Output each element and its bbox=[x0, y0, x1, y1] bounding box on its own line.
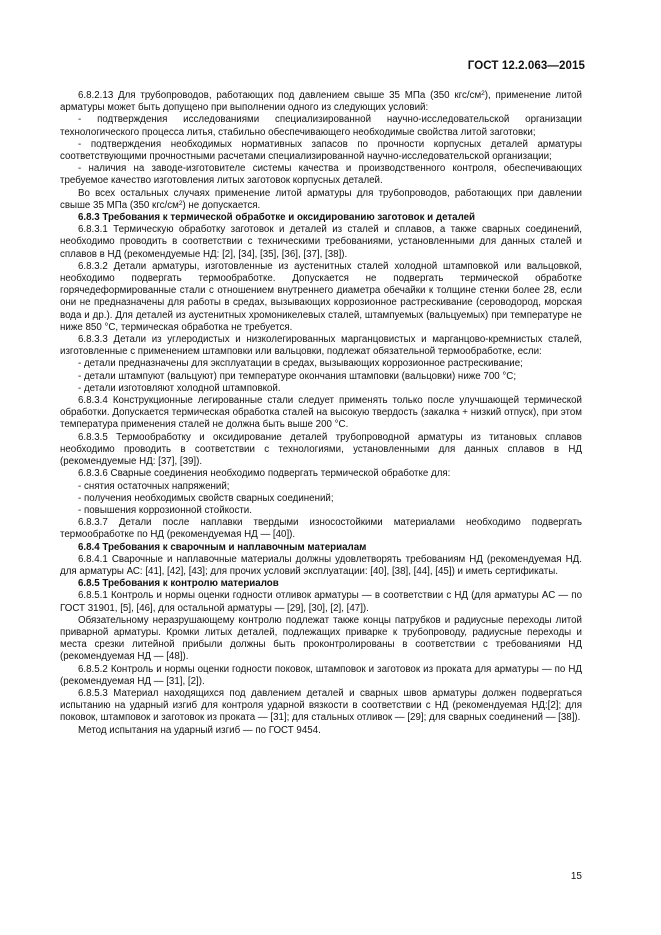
list-item: - детали предназначены для эксплуатации в средах, вызывающих коррозионное растрескивание; bbox=[78, 358, 523, 370]
list-item: - подтверждения исследованиями специализированной научно-исследовательской организации технологического процесса литья, стабильно обеспечивающего необходимые свойства литой заготовки; bbox=[60, 114, 582, 138]
paragraph-6-8-5-1: 6.8.5.1 Контроль и нормы оценки годности отливок арматуры — в соответствии с НД (для арматуры АС — по ГОСТ 31901, [5], [46], для остальной арматуры — [29], [30], [2], [47]). bbox=[60, 590, 582, 614]
paragraph-6-8-5-2: 6.8.5.2 Контроль и нормы оценки годности поковок, штамповок и заготовок из проката для арматуры — по НД (рекомендуемая НД — [31], [2]). bbox=[60, 663, 582, 687]
list-item: - снятия остаточных напряжений; bbox=[78, 480, 230, 492]
paragraph: Во всех остальных случаях применение литой арматуры для трубопроводов, работающих при давлении свыше 35 МПа (350 кгс/$см^2$) не допускается. bbox=[60, 187, 582, 211]
document-code-header: ГОСТ 12.2.063—2015 bbox=[467, 60, 585, 72]
paragraph-6-8-3-1: 6.8.3.1 Термическую обработку заготовок и деталей из сталей и сплавов, а также сварных соединений, необходимо проводить в соответствии с техническими требованиями, установленными для данных сталей и сплавов в НД (рекомендуемые НД: [2], [34], [35], [36], [37], [38]). bbox=[60, 224, 582, 260]
list-item: - получения необходимых свойств сварных соединений; bbox=[78, 492, 334, 504]
paragraph-6-8-3-4: 6.8.3.4 Конструкционные легированные стали следует применять только после улучшающей термической обработки. Допускается термическая обработка сталей на высокую твердость (закалка + низкий отпуск), при этом температура применения сталей не должна быть выше 200 °С. bbox=[60, 395, 582, 431]
paragraph-6-8-5-3: 6.8.5.3 Материал находящихся под давлением деталей и сварных швов арматуры должен подвергаться испытанию на ударный изгиб для контроля ударной вязкости в соответствии с НД (рекомендуемая НД:[2]; для поковок, штамповок и заготовок из проката — [31]; для стальных отливок — [29]; для сварных соединений — [38]). bbox=[60, 687, 582, 724]
list-item: - подтверждения необходимых нормативных запасов по прочности корпусных деталей арматуры соответствующими прочностными расчетами специализированной научно-исследовательской организации; bbox=[60, 138, 582, 163]
list-item: - детали изготовляют холодной штамповкой. bbox=[78, 382, 281, 394]
paragraph-6-8-3-5: 6.8.3.5 Термообработку и оксидирование деталей трубопроводной арматуры из титановых сплавов необходимо проводить в соответствии с технологиями, установленными для данных сплавов в НД (рекомендуемые НД: [37], [39]). bbox=[60, 431, 582, 468]
paragraph-6-8-4-1: 6.8.4.1 Сварочные и наплавочные материалы должны удовлетворять требованиям НД (рекомендуемая НД. для арматуры АС: [41], [42], [43]; для прочих условий эксплуатации: [40], [38], [44], [45]) и иметь сертификаты. bbox=[60, 553, 582, 577]
paragraph-6-8-3-7: 6.8.3.7 Детали после наплавки твердыми износостойкими материалами необходимо подвергать термообработке по НД (рекомендуемая НД — [40]). bbox=[60, 517, 582, 541]
section-heading-6-8-3: 6.8.3 Требования к термической обработке и оксидированию заготовок и деталей bbox=[78, 212, 476, 224]
paragraph: Метод испытания на ударный изгиб — по ГОСТ 9454. bbox=[78, 724, 321, 736]
list-item: - наличия на заводе-изготовителе системы качества и производственного контроля, обеспечивающих требуемое качество изготовления литых заготовок корпусных деталей. bbox=[60, 163, 582, 187]
list-item: - повышения коррозионной стойкости. bbox=[78, 504, 252, 516]
document-body bbox=[60, 90, 582, 737]
paragraph-6-8-2-13: 6.8.2.13 Для трубопроводов, работающих под давлением свыше 35 МПа (350 кгс/$см^2$), применение литой арматуры может быть допущено при выполнении одного из следующих условий: bbox=[60, 90, 582, 114]
paragraph-6-8-3-3: 6.8.3.3 Детали из углеродистых и низколегированных марганцовистых и марганцово-кремнистых сталей, изготовленные с применением штамповки или вальцовки, подлежат обязательной термообработке, если: bbox=[60, 334, 582, 358]
list-item: - детали штампуют (вальцуют) при температуре окончания штамповки (вальцовки) ниже 700 °С; bbox=[78, 370, 517, 382]
section-heading-6-8-4: 6.8.4 Требования к сварочным и наплавочным материалам bbox=[78, 541, 367, 553]
paragraph-6-8-3-2: 6.8.3.2 Детали арматуры, изготовленные из аустенитных сталей холодной штамповкой или вальцовкой, необходимо подвергать термообработке. Допускается не подвергать термической обработке горячедеформированные стали с отношением внутреннего диаметра обечайки к толщине стенки более 28, если они не предназначены для работы в средах, вызывающих коррозионное растрескивание (сероводород, морская вода и др.). Для деталей из аустенитных хромоникелевых сталей, штампуемых (вальцуемых) при температуре не ниже 850 °С, термическая обработка не требуется. bbox=[60, 260, 582, 333]
section-heading-6-8-5: 6.8.5 Требования к контролю материалов bbox=[78, 578, 279, 590]
paragraph: Обязательному неразрушающему контролю подлежат также концы патрубков и радиусные переходы литой приварной арматуры. Кромки литых деталей, подлежащих приварке к трубопроводу, радиусные переходы и места срезки литейной прибыли должны быть проконтролированы в соответствии с требованиями НД (рекомендуемая НД — [48]). bbox=[60, 614, 582, 663]
paragraph-6-8-3-6: 6.8.3.6 Сварные соединения необходимо подвергать термической обработке для: bbox=[78, 468, 451, 480]
page-number: 15 bbox=[570, 871, 582, 882]
